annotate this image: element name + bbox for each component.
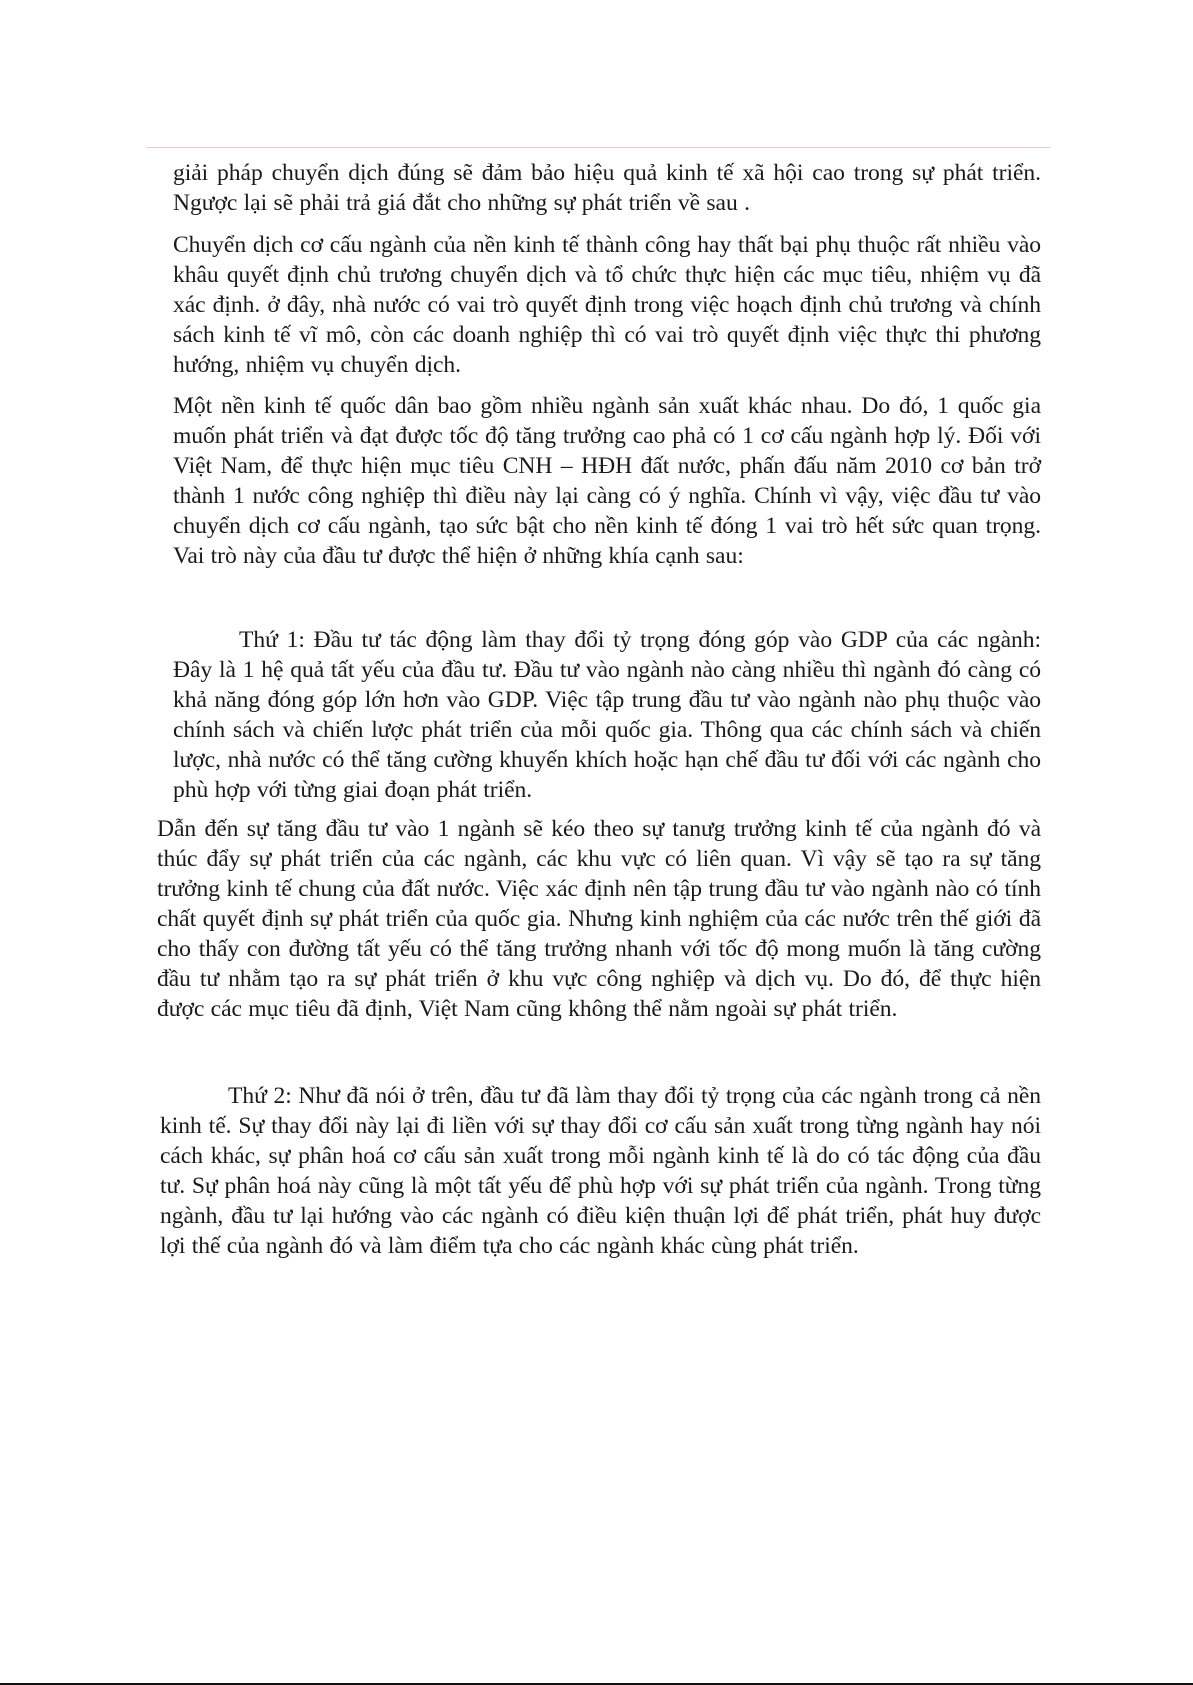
paragraph-2: Chuyển dịch cơ cấu ngành của nền kinh tế thành công hay thất bại phụ thuộc rất nhiều vào khâu quyết định chủ trương chuyển dịch và tổ chức thực hiện các mục tiêu, nhiệm vụ đã xác định. ở đây, nhà nước có vai trò quyết định trong việc hoạch định chủ trương và chính sách kinh tế vĩ mô, còn các doanh nghiệp thì có vai trò quyết định việc thực thi phương hướng, nhiệm vụ chuyển dịch.: [173, 232, 1041, 378]
paragraph-6: Thứ 2: Như đã nói ở trên, đầu tư đã làm thay đổi tỷ trọng của các ngành trong cả nền kinh tế. Sự thay đổi này lại đi liền với sự thay đổi cơ cấu sản xuất trong từng ngành hay nói cách khác, sự phân hoá cơ cấu sản xuất trong mỗi ngành kinh tế là do có tác động của đầu tư. Sự phân hoá này cũng là một tất yếu để phù hợp với sự phát triển của ngành. Trong từng ngành, đầu tư lại hướng vào các ngành có điều kiện thuận lợi để phát triển, phát huy được lợi thế của ngành đó và làm điểm tựa cho các ngành khác cùng phát triển.: [160, 1083, 1041, 1259]
header-divider: [146, 147, 1050, 148]
paragraph-4: Thứ 1: Đầu tư tác động làm thay đổi tỷ trọng đóng góp vào GDP của các ngành: Đây là 1 hệ quả tất yếu của đầu tư. Đầu tư vào ngành nào càng nhiều thì ngành đó càng có khả năng đóng góp lớn hơn vào GDP. Việc tập trung đầu tư vào ngành nào phụ thuộc vào chính sách và chiến lược phát triển của mỗi quốc gia. Thông qua các chính sách và chiến lược, nhà nước có thể tăng cường khuyến khích hoặc hạn chế đầu tư đối với các ngành cho phù hợp với từng giai đoạn phát triển.: [173, 627, 1041, 803]
paragraph-5: Dẫn đến sự tăng đầu tư vào 1 ngành sẽ kéo theo sự tanưg trưởng kinh tế của ngành đó và thúc đẩy sự phát triển của các ngành, các khu vực có liên quan. Vì vậy sẽ tạo ra sự tăng trưởng kinh tế chung của đất nước. Việc xác định nên tập trung đầu tư vào ngành nào có tính chất quyết định sự phát triển của quốc gia. Nhưng kinh nghiệm của các nước trên thế giới đã cho thấy con đường tất yếu có thể tăng trưởng nhanh với tốc độ mong muốn là tăng cường đầu tư nhằm tạo ra sự phát triển ở khu vực công nghiệp và dịch vụ. Do đó, để thực hiện được các mục tiêu đã định, Việt Nam cũng không thể nằm ngoài sự phát triển.: [157, 816, 1041, 1022]
paragraph-1: giải pháp chuyển dịch đúng sẽ đảm bảo hiệu quả kinh tế xã hội cao trong sự phát triển. Ngược lại sẽ phải trả giá đắt cho những sự phát triển về sau .: [173, 160, 1041, 216]
paragraph-3: Một nền kinh tế quốc dân bao gồm nhiều ngành sản xuất khác nhau. Do đó, 1 quốc gia muốn phát triển và đạt được tốc độ tăng trưởng cao phả có 1 cơ cấu ngành hợp lý. Đối với Việt Nam, để thực hiện mục tiêu CNH – HĐH đất nước, phấn đấu năm 2010 cơ bản trở thành 1 nước công nghiệp thì điều này lại càng có ý nghĩa. Chính vì vậy, việc đầu tư vào chuyển dịch cơ cấu ngành, tạo sức bật cho nền kinh tế đóng 1 vai trò hết sức quan trọng. Vai trò này của đầu tư được thể hiện ở những khía cạnh sau:: [173, 393, 1041, 569]
